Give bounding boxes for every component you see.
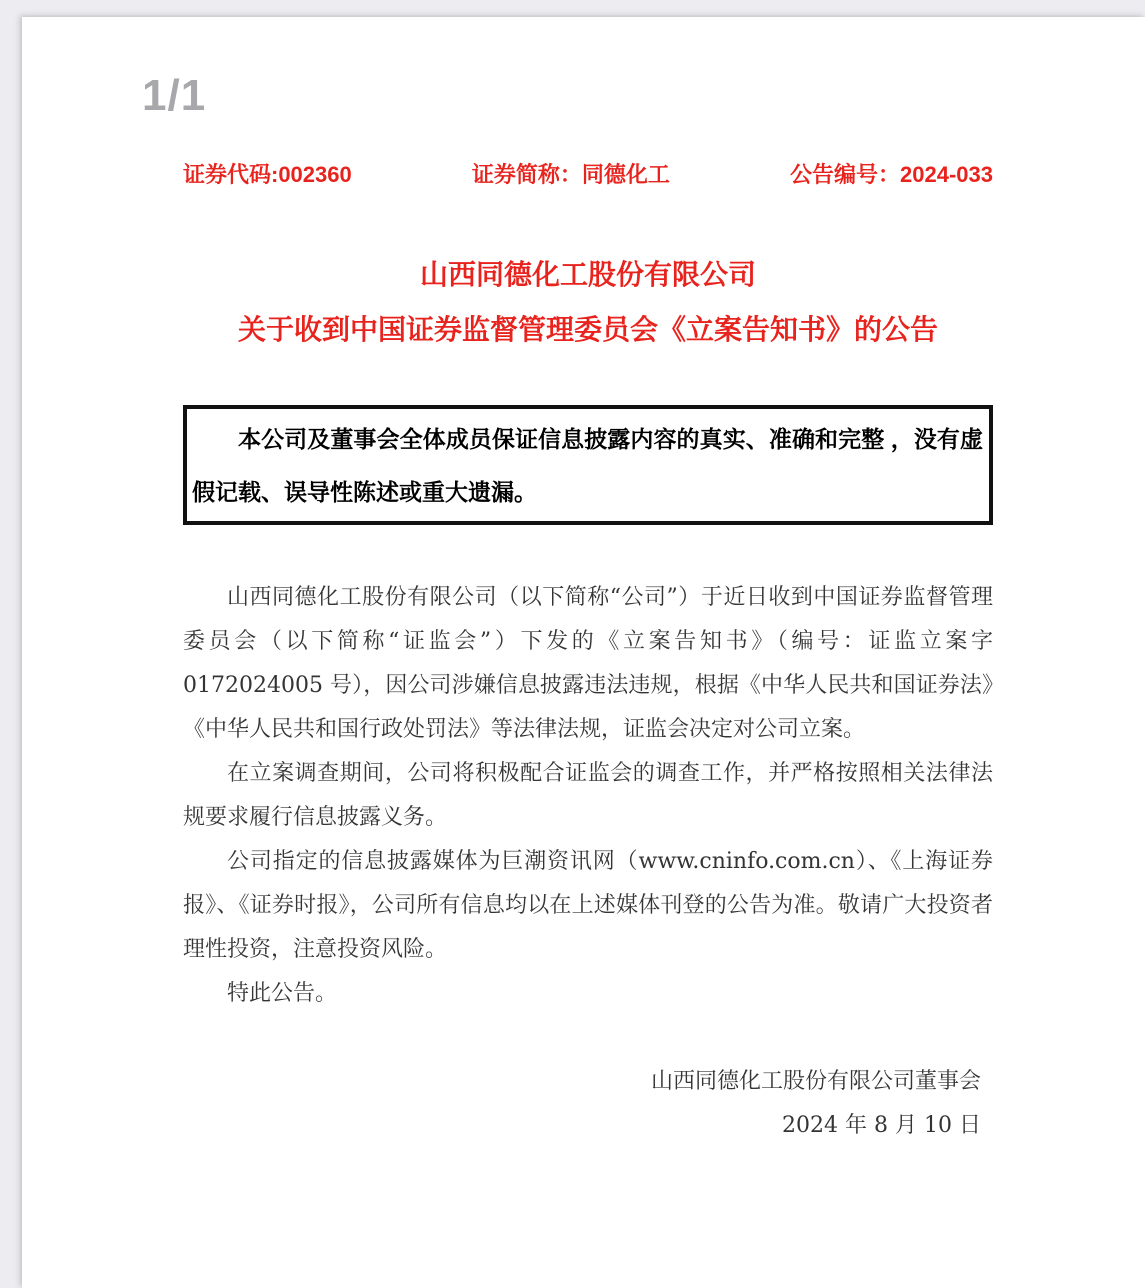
announcement-subject-title: 关于收到中国证券监督管理委员会《立案告知书》的公告 <box>237 314 938 345</box>
company-name-title: 山西同德化工股份有限公司 <box>419 259 756 290</box>
stock-short-name-label: 证券简称：同德化工 <box>471 162 670 187</box>
announcement-header-row <box>183 158 993 189</box>
body-paragraph-4: 特此公告。 <box>227 981 338 1006</box>
signature-date: 2024 年 8 月 10 日 <box>782 1113 981 1138</box>
signature-company-board: 山西同德化工股份有限公司董事会 <box>650 1069 981 1094</box>
body-paragraph-2: 在立案调查期间，公司将积极配合证监会的调查工作，并严格按照相关法律法规要求履行信息披露义务。 <box>183 761 993 830</box>
body-paragraph-1: 山西同德化工股份有限公司（以下简称“公司”）于近日收到中国证券监督管理委员会（以下简称“证监会”）下发的《立案告知书》（编号：证监立案字0172024005 号），因公司涉嫌信息披露违法违规，根据《中华人民共和国证券法》《中华人民共和国行政处罚法》等法律法规，证监会决定对公司立案。 <box>183 585 993 742</box>
disclosure-statement-text: 本公司及董事会全体成员保证信息披露内容的真实、准确和完整 ，没有虚假记载、误导性陈述或重大遗漏。 <box>192 426 983 505</box>
body-paragraph-3: 公司指定的信息披露媒体为巨潮资讯网（www.cninfo.com.cn）、《上海证券报》、《证券时报》，公司所有信息均以在上述媒体刊登的公告为准。敬请广大投资者理性投资，注意投资风险。 <box>183 849 993 962</box>
page-indicator: 1/1 <box>142 71 207 120</box>
document-page <box>22 17 1145 1288</box>
announcement-body <box>183 576 993 1016</box>
stock-code-label: 证券代码:002360 <box>183 162 352 187</box>
disclosure-statement-box <box>183 405 993 525</box>
announcement-number-label: 公告编号：2024-033 <box>790 162 993 187</box>
